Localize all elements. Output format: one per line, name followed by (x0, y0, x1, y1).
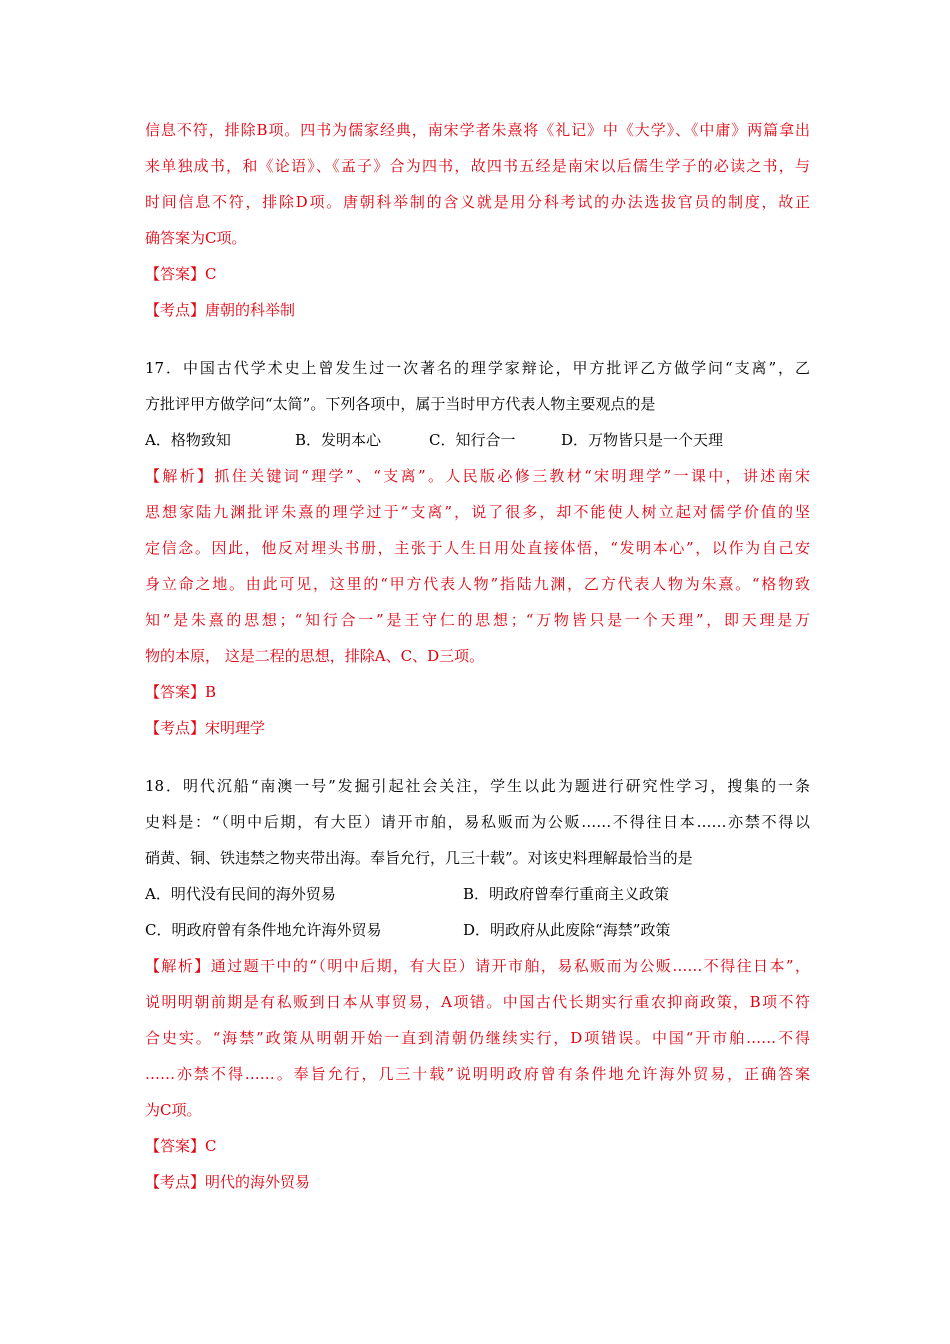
q17-answer: 【答案】B (145, 683, 217, 701)
q18-option-b: B．明政府曾奉行重商主义政策 (463, 885, 670, 903)
question-18 (145, 768, 810, 1200)
q17-options (145, 422, 810, 458)
q18-options-row-1 (145, 876, 810, 912)
question-17 (145, 350, 810, 746)
explanation-line: 为C项。 (145, 1101, 202, 1119)
q18-option-c: C．明政府曾有条件地允许海外贸易 (145, 921, 382, 939)
explanation-line: 【解析】抓住关键词“理学”、“支离”。人民版必修三教材“宋明理学”一课中，讲述南宋 (145, 467, 810, 485)
explanation-line: 信息不符，排除B项。四书为儒家经典，南宋学者朱熹将《礼记》中《大学》、《中庸》两篇拿出 (145, 121, 810, 139)
q17-option-d: D．万物皆只是一个天理 (561, 431, 724, 449)
q17-option-c: C．知行合一 (429, 431, 516, 449)
document-page (145, 112, 810, 1200)
q18-options-row-2 (145, 912, 810, 948)
explanation-line: 定信念。因此，他反对埋头书册，主张于人生日用处直接体悟，“发明本心”，以作为自己安 (145, 539, 810, 557)
prev-answer: 【答案】C (145, 265, 217, 283)
question-stem-line: 18．明代沉船“南澳一号”发掘引起社会关注，学生以此为题进行研究性学习，搜集的一条 (145, 777, 810, 795)
prev-explanation (145, 112, 810, 256)
explanation-line: 说明明朝前期是有私贩到日本从事贸易，A项错。中国古代长期实行重农抑商政策，B项不符 (145, 993, 810, 1011)
q17-topic: 【考点】宋明理学 (145, 719, 266, 737)
question-stem-line: 方批评甲方做学问“太简”。下列各项中，属于当时甲方代表人物主要观点的是 (145, 395, 656, 413)
explanation-line: 时间信息不符，排除D项。唐朝科举制的含义就是用分科考试的办法选拔官员的制度，故正 (145, 193, 810, 211)
explanation-line: 身立命之地。由此可见，这里的“甲方代表人物”指陆九渊，乙方代表人物为朱熹。“格物致 (145, 575, 810, 593)
explanation-line: 确答案为C项。 (145, 229, 247, 247)
q17-explanation (145, 458, 810, 674)
explanation-line: 来单独成书，和《论语》、《孟子》合为四书，故四书五经是南宋以后儒生学子的必读之书，与 (145, 157, 810, 175)
explanation-line: 【解析】通过题干中的“（明中后期，有大臣）请开市舶，易私贩而为公贩……不得往日本”， (145, 957, 810, 975)
q18-option-d: D．明政府从此废除“海禁”政策 (463, 921, 671, 939)
prev-topic: 【考点】唐朝的科举制 (145, 301, 296, 319)
explanation-line: 合史实。“海禁”政策从明朝开始一直到清朝仍继续实行，D项错误。中国“开市舶……不得 (145, 1029, 810, 1047)
question-stem-line: 史料是：“（明中后期，有大臣）请开市舶，易私贩而为公贩……不得往日本……亦禁不得以 (145, 813, 810, 831)
explanation-line: ……亦禁不得……。奉旨允行，几三十载”说明明政府曾有条件地允许海外贸易，正确答案 (145, 1065, 810, 1083)
q17-option-b: B．发明本心 (295, 431, 382, 449)
question-stem-line: 17．中国古代学术史上曾发生过一次著名的理学家辩论，甲方批评乙方做学问“支离”，乙 (145, 359, 810, 377)
q18-option-a: A．明代没有民间的海外贸易 (145, 885, 336, 903)
explanation-line: 知”是朱熹的思想；“知行合一”是王守仁的思想；“万物皆只是一个天理”，即天理是万 (145, 611, 810, 629)
q18-explanation (145, 948, 810, 1128)
explanation-line: 物的本原， 这是二程的思想，排除A、C、D三项。 (145, 647, 485, 665)
question-stem-line: 硝黄、铜、铁违禁之物夹带出海。奉旨允行，几三十载”。对该史料理解最恰当的是 (145, 849, 693, 867)
q18-topic: 【考点】明代的海外贸易 (145, 1173, 311, 1191)
q18-answer: 【答案】C (145, 1137, 217, 1155)
q17-option-a: A．格物致知 (145, 431, 231, 449)
explanation-line: 思想家陆九渊批评朱熹的理学过于“支离”，说了很多，却不能使人树立起对儒学价值的坚 (145, 503, 810, 521)
